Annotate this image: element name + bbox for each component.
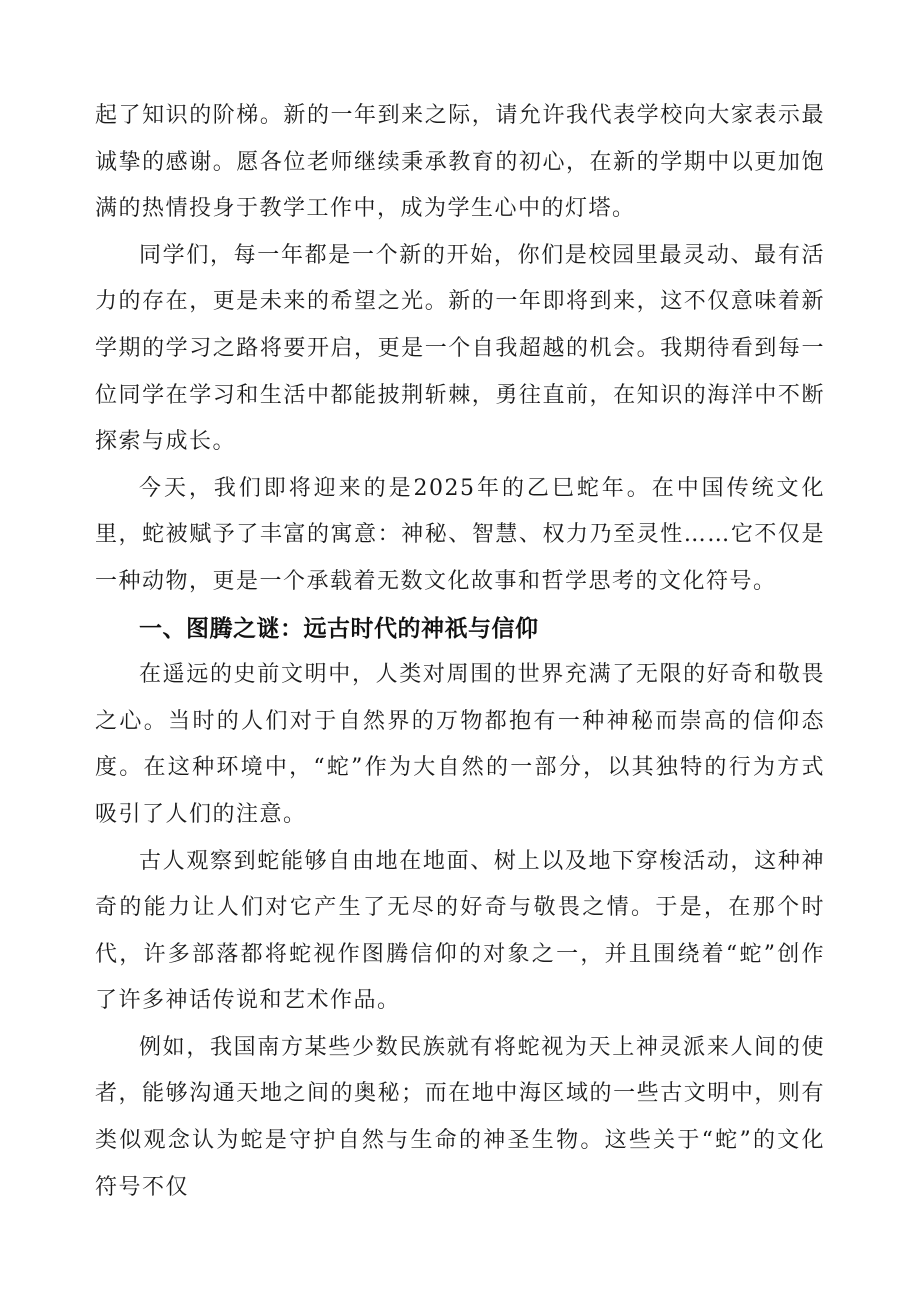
section-heading: 一、图腾之谜：远古时代的神祇与信仰: [139, 615, 539, 642]
paragraph-snake-year: 今天，我们即将迎来的是2025年的乙巳蛇年。在中国传统文化里，蛇被赋予了丰富的寓意：神秘、智慧、权力乃至灵性……它不仅是一种动物，更是一个承载着无数文化故事和哲学思考的文化符号。: [95, 475, 825, 594]
paragraph-prehistoric: 在遥远的史前文明中，人类对周围的世界充满了无限的好奇和敬畏之心。当时的人们对于自然界的万物都抱有一种神秘而崇高的信仰态度。在这种环境中，“蛇”作为大自然的一部分，以其独特的行为方式吸引了人们的注意。: [95, 662, 825, 827]
paragraph-example: 例如，我国南方某些少数民族就有将蛇视为天上神灵派来人间的使者，能够沟通天地之间的奥秘；而在地中海区域的一些古文明中，则有类似观念认为蛇是守护自然与生命的神圣生物。这些关于“蛇”的文化符号不仅: [95, 1034, 825, 1200]
paragraph-continued: 起了知识的阶梯。新的一年到来之际，请允许我代表学校向大家表示最诚挚的感谢。愿各位老师继续秉承教育的初心，在新的学期中以更加饱满的热情投身于教学工作中，成为学生心中的灯塔。: [95, 103, 825, 222]
document-body: [95, 93, 825, 1211]
paragraph-totem: 古人观察到蛇能够自由地在地面、树上以及地下穿梭活动，这种神奇的能力让人们对它产生了无尽的好奇与敬畏之情。于是，在那个时代，许多部落都将蛇视作图腾信仰的对象之一，并且围绕着“蛇”创作了许多神话传说和艺术作品。: [95, 848, 825, 1014]
paragraph-students: 同学们，每一年都是一个新的开始，你们是校园里最灵动、最有活力的存在，更是未来的希望之光。新的一年即将到来，这不仅意味着新学期的学习之路将要开启，更是一个自我超越的机会。我期待看到每一位同学在学习和生活中都能披荆斩棘，勇往直前，在知识的海洋中不断探索与成长。: [95, 242, 825, 455]
